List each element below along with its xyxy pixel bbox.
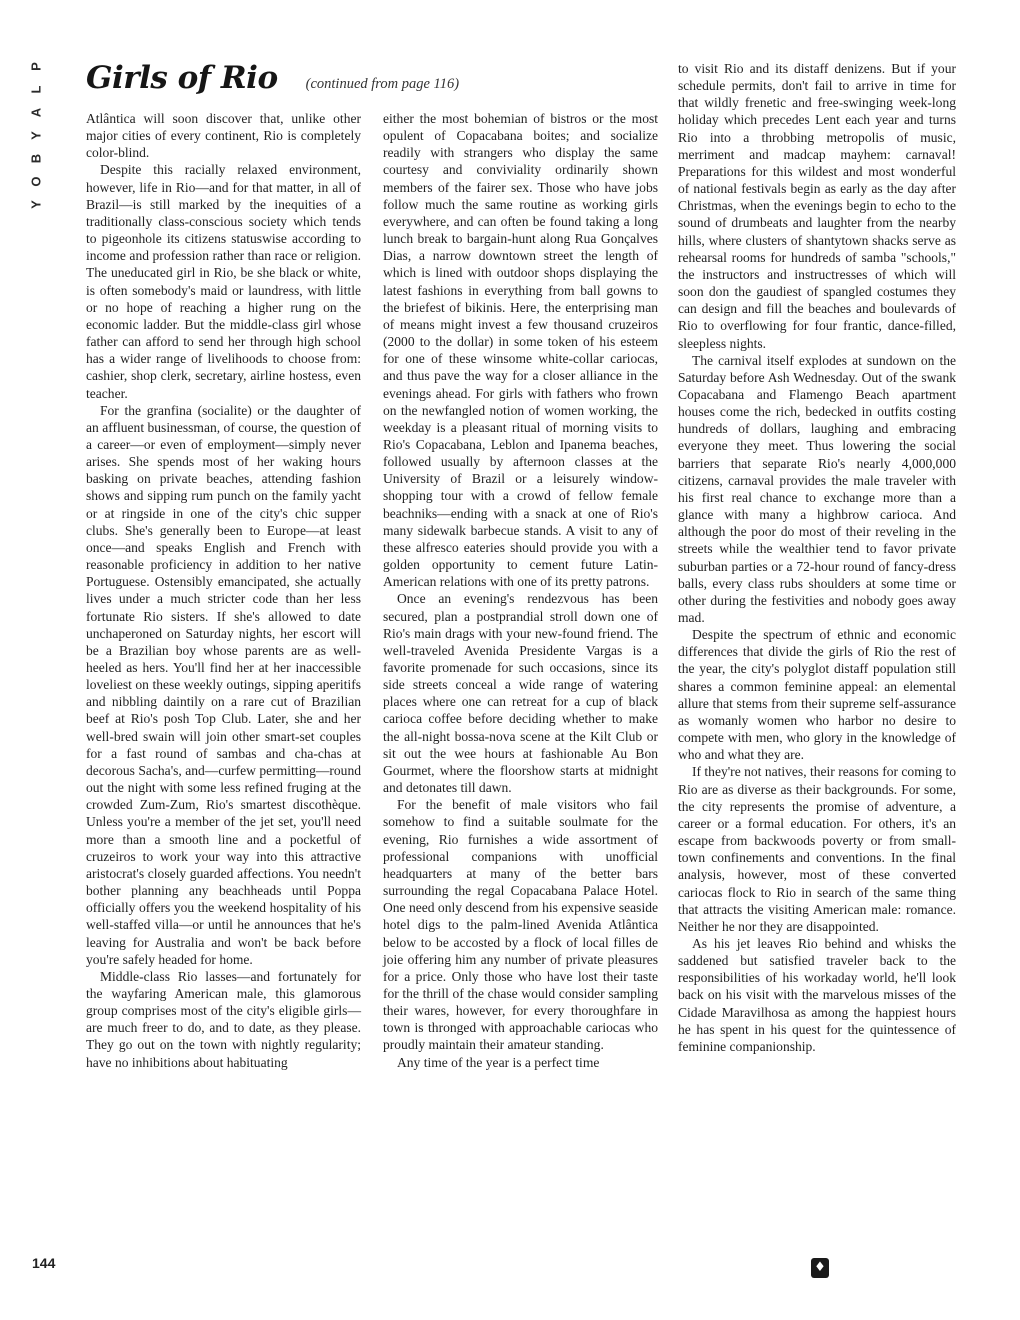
article-header — [86, 60, 459, 100]
paragraph: Any time of the year is a perfect time — [397, 1054, 600, 1070]
paragraph: For the benefit of male visitors who fail somehow to find a suitable soulmate for the evening, Rio furnishes a wide assortment of professional companions with unofficial headquarters at many of the better bars surrounding the regal Copacabana Palace Hotel. One need only descend from his expensive seaside hotel digs to the palm-lined Avenida Atlântica below to be accosted by a flock of local filles de joie offering him any number of private pleasures for a price. Only those who have lost their taste for the thrill of the chase would consider sampling their wares, however, for every thoroughfare in town is thronged with approachable cariocas who proudly maintain their amateur standing. — [383, 797, 658, 1053]
paragraph: If they're not natives, their reasons for coming to Rio are as diverse as their backgrounds. For some, the city represents the promise of adventure, a career or a formal education. For others, it's an escape from backwoods poverty or from small-town confinements and conventions. In the final analysis, however, most of these converted cariocas flock to Rio in search of the same thing that attracts the visiting American male: romance. Neither he nor they are disappointed. — [678, 764, 956, 934]
masthead-letter: O — [28, 176, 44, 187]
paragraph: to visit Rio and its distaff denizens. But if your schedule permits, don't fail to arrive in time for that wildly frenetic and free-swinging week-long holiday which precedes Lent each year and turns Rio into a throbbing metropolis of music, merriment and madcap mayhem: carnaval! Preparations for this wildest and most wonderful of national festivals begin as early as the day after Christmas, when the evenings begin to echo to the sound of drumbeats and laughter from the nearby hills, where clusters of shantytown shacks serve as rehearsal rooms for hundreds of samba "schools," the instructors and instructresses of which will soon don the gaudiest of spangled costumes they can design and fill the beaches and boulevards of Rio to overflowing for four frantic, dance-filled, sleepless nights. — [678, 61, 956, 351]
masthead-letter: B — [28, 153, 44, 164]
text-column-2 — [383, 110, 658, 1071]
masthead-letter: A — [28, 107, 44, 118]
paragraph: Middle-class Rio lasses—and fortunately for the wayfaring American male, this glamorous group comprises most of the city's eligible girls—are much freer to do, and to date, as they please. They go out on the town with nightly regularity; have no inhibitions about habituating — [86, 968, 361, 1070]
paragraph: For the granfina (socialite) or the daughter of an affluent businessman, of course, the question of a career—or even of employment—simply never arises. She spends most of her waking hours basking on private beaches, attending fashion shows and sipping rum punch on the family yacht or at ringside in one of the city's chic supper clubs. She's generally been to Europe—at least once—and speaks English and French with reasonable proficiency in addition to her native Portuguese. Ostensibly emancipated, she actually lives under a much stricter code than her less fortunate Rio sisters. If she's allowed to date unchaperoned on Saturday nights, her escort will be a Brazilian boy whose parents are as well-heeled as hers. You'll find her at her inaccessible loveliest on these weekly outings, sipping aperitifs and nibbling daintily on a rare cut of Brazilian beef at Rio's posh Top Club. Later, she and her well-bred swain will join other smart-set couples for a fast round of sambas and cha-chas at decorous Sacha's, and—curfew permitting—round out the night with some less refined fruging at the crowded Zum-Zum, Rio's smartest discothèque. Unless you're a member of the jet set, you'll need more than a smooth line and a pocketful of cruzeiros to work your way into this attractive aristocrat's closely guarded affections. You needn't bother planning any beachheads until Poppa officially offers you the weekend hospitality of his well-staffed villa—or until he announces that he's leaving for Australia and won't be back before you're safely headed for home. — [86, 402, 361, 967]
page-number: 144 — [32, 1255, 56, 1271]
article-title: Girls of Rio — [86, 60, 278, 96]
masthead-letter: Y — [28, 131, 44, 140]
masthead-letter: Y — [28, 200, 44, 209]
text-column-1 — [86, 110, 361, 1071]
paragraph: Despite this racially relaxed environment, however, life in Rio—and for that matter, in all of Brazil—is still marked by the inequities of a traditionally class-conscious society which tends to pigeonhole its citizens statuswise according to income and profession rather than race or religion. The uneducated girl in Rio, be she black or white, is often somebody's maid or laundress, with little or no hope of reaching a higher rung on the economic ladder. But the middle-class girl whose father can afford to send her through high school has a wider range of livelihoods to choose from: cashier, shop clerk, secretary, airline hostess, even teacher. — [86, 162, 361, 401]
masthead-letter: P — [28, 62, 44, 71]
masthead-letter: L — [28, 85, 44, 94]
playboy-bunny-icon: ♦ — [811, 1258, 829, 1278]
continued-note: (continued from page 116) — [305, 76, 460, 92]
paragraph: Atlântica will soon discover that, unlike other major cities of every continent, Rio is completely color-blind. — [86, 111, 361, 161]
paragraph: The carnival itself explodes at sundown on the Saturday before Ash Wednesday. Out of the swank Copacabana and Flamengo Beach apartment houses come the rich, bedecked in outfits costing hundreds of dollars, laughing and embracing everyone they meet. Thus lowering the social barriers that separate Rio's nearly 4,000,000 citizens, carnaval provides the male traveler with his first real chance to exchange more than a glance with many a highbrow carioca. And although the poor do most of their reveling in the streets while the wealthier tend to favor private suburban parties or a 72-hour round of fancy-dress balls, every class rubs shoulders at some time or other during the festivities and nobody goes away mad. — [678, 352, 956, 625]
text-column-3 — [678, 60, 956, 1055]
masthead-vertical — [28, 55, 52, 216]
paragraph: Despite the spectrum of ethnic and economic differences that divide the girls of Rio the rest of the year, the city's polyglot distaff population still shares a common feminine appeal: an elemental allure that stems from their supreme self-assurance as womanly women who harbor no desire to compete with men, who glory in the knowledge of who and what they are. — [678, 627, 956, 763]
paragraph: Once an evening's rendezvous has been secured, plan a postprandial stroll down one of Rio's main drags with your new-found friend. The well-traveled Avenida Presidente Vargas is a favorite promenade for such occasions, since its side streets conceal a wide range of watering places where one can retreat for a cup of black carioca coffee before deciding whether to make the all-night bossa-nova scene at the Kilt Club or sit out the wee hours at fashionable Au Bon Gourmet, where the floorshow starts at midnight and detonates till dawn. — [383, 591, 658, 796]
paragraph: either the most bohemian of bistros or the most opulent of Copacabana boites; and socialize readily with strangers who display the same courtesy and conviviality ordinarily shown members of the fairer sex. Those who have jobs follow much the same routine as working girls everywhere, and can often be found taking a long lunch break to bargain-hunt along Rua Gonçalves Dias, a narrow downtown street the length of which is lined with outdoor shops displaying the latest fashions in everything from ball gowns to the briefest of bikinis. Here, the enterprising man of means might invest a few thousand cruzeiros (2000 to the dollar) in some token of his esteem for one of these winsome white-collar cariocas, and thus pave the way for a closer alliance in the evenings ahead. For girls with fathers who frown on the newfangled notion of women working, the weekday is a pleasant ritual of morning visits to Rio's Copacabana, Leblon and Ipanema beaches, followed usually by afternoon classes at the University of Brazil or a leisurely window-shopping tour with a crowd of fellow female beachniks—ending with a snack at one of Rio's many sidewalk barbecue stands. A visit to any of these alfresco eateries should provide you with a golden opportunity to cement future Latin-American relations with one of its pretty patrons. — [383, 111, 658, 590]
paragraph: As his jet leaves Rio behind and whisks the saddened but satisfied traveler back to the responsibilities of his workaday world, he'll look back on his visit with the marvelous misses of the Cidade Maravilhosa as among the happiest hours he has spent in his quest for the quintessence of feminine companionship. — [678, 935, 956, 1054]
